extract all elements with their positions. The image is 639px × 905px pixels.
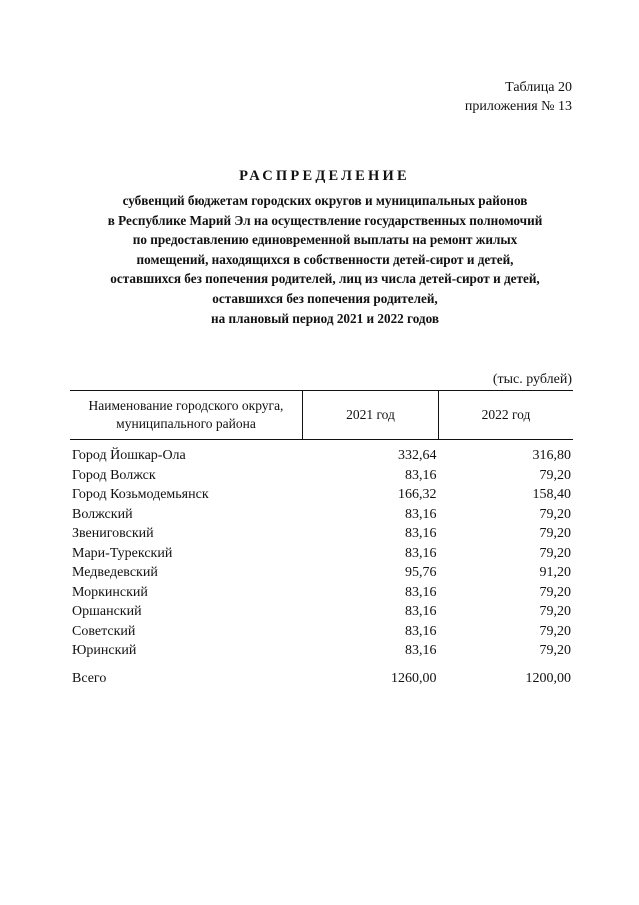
row-value-2022: 79,20 (539, 604, 571, 619)
table-header-row (70, 391, 573, 440)
row-name: Юринский (72, 643, 137, 658)
subtitle-line: помещений, находящихся в собственности детей-сирот и детей, (136, 251, 514, 267)
subtitle-line: по предоставлению единовременной выплаты на ремонт жилых (132, 232, 518, 248)
row-value-2022: 79,20 (539, 643, 571, 658)
row-value-2021: 83,16 (405, 506, 437, 522)
column-header-name-line2: муниципального района (116, 416, 256, 431)
row-name: Город Козьмодемьянск (72, 487, 209, 502)
table-row (70, 622, 573, 642)
column-header-2021: 2021 год (303, 391, 439, 440)
table-row (70, 602, 573, 622)
table-number-block (465, 78, 572, 116)
table-row (70, 524, 573, 544)
column-header-name (70, 391, 303, 440)
row-value-2022: 79,20 (539, 545, 571, 561)
table-row (70, 505, 573, 525)
table-row (70, 544, 573, 564)
row-value-2021: 332,64 (398, 448, 437, 463)
table-row (70, 440, 573, 466)
row-value-2021: 83,16 (405, 623, 437, 639)
subtitle-line: на плановый период 2021 и 2022 годов (211, 310, 439, 326)
table-row (70, 583, 573, 603)
document-subtitle (60, 191, 590, 328)
row-value-2021: 83,16 (405, 604, 437, 619)
document-title: РАСПРЕДЕЛЕНИЕ (239, 168, 410, 184)
row-name: Оршанский (72, 604, 142, 619)
row-name: Звениговский (72, 526, 154, 541)
row-name: Волжский (72, 506, 133, 522)
row-value-2022: 316,80 (532, 448, 571, 463)
subtitle-line: оставшихся без попечения родителей, (212, 290, 438, 306)
row-name: Мари-Турекский (72, 545, 173, 561)
table-row (70, 466, 573, 486)
row-value-2022: 79,20 (539, 506, 571, 522)
table-row (70, 641, 573, 661)
distribution-table (70, 390, 573, 688)
table-row (70, 563, 573, 583)
subtitle-line: субвенций бюджетам городских округов и муниципальных районов (122, 193, 528, 208)
row-value-2022: 79,20 (539, 526, 571, 541)
row-name: Город Волжск (72, 467, 156, 483)
total-value-2021: 1260,00 (391, 670, 437, 686)
units-label: (тыс. рублей) (492, 372, 572, 387)
row-value-2022: 79,20 (539, 623, 571, 639)
row-name: Моркинский (72, 584, 148, 600)
row-value-2022: 91,20 (539, 565, 571, 580)
row-value-2022: 79,20 (539, 467, 571, 483)
row-value-2021: 83,16 (405, 584, 437, 600)
row-value-2021: 166,32 (398, 487, 437, 502)
column-header-2022: 2022 год (439, 391, 574, 440)
row-value-2021: 83,16 (405, 545, 437, 561)
row-value-2021: 83,16 (405, 467, 437, 483)
total-value-2022: 1200,00 (525, 670, 571, 686)
subtitle-line: оставшихся без попечения родителей, лиц из числа детей-сирот и детей, (110, 271, 540, 287)
row-value-2021: 95,76 (405, 565, 437, 580)
row-value-2022: 79,20 (539, 584, 571, 600)
subtitle-line: в Республике Марий Эл на осуществление государственных полномочий (107, 212, 543, 228)
appendix-label: приложения № 13 (464, 99, 572, 114)
column-header-name-line1: Наименование городского округа, (88, 398, 284, 413)
row-name: Медведевский (72, 565, 158, 580)
row-name: Город Йошкар-Ола (72, 448, 186, 463)
row-name: Советский (72, 623, 136, 639)
row-value-2022: 158,40 (532, 487, 571, 502)
row-value-2021: 83,16 (405, 643, 437, 658)
row-value-2021: 83,16 (405, 526, 437, 541)
table-row (70, 485, 573, 505)
table-label: Таблица 20 (505, 80, 572, 95)
table-total-row (70, 661, 573, 689)
total-label: Всего (72, 670, 107, 686)
